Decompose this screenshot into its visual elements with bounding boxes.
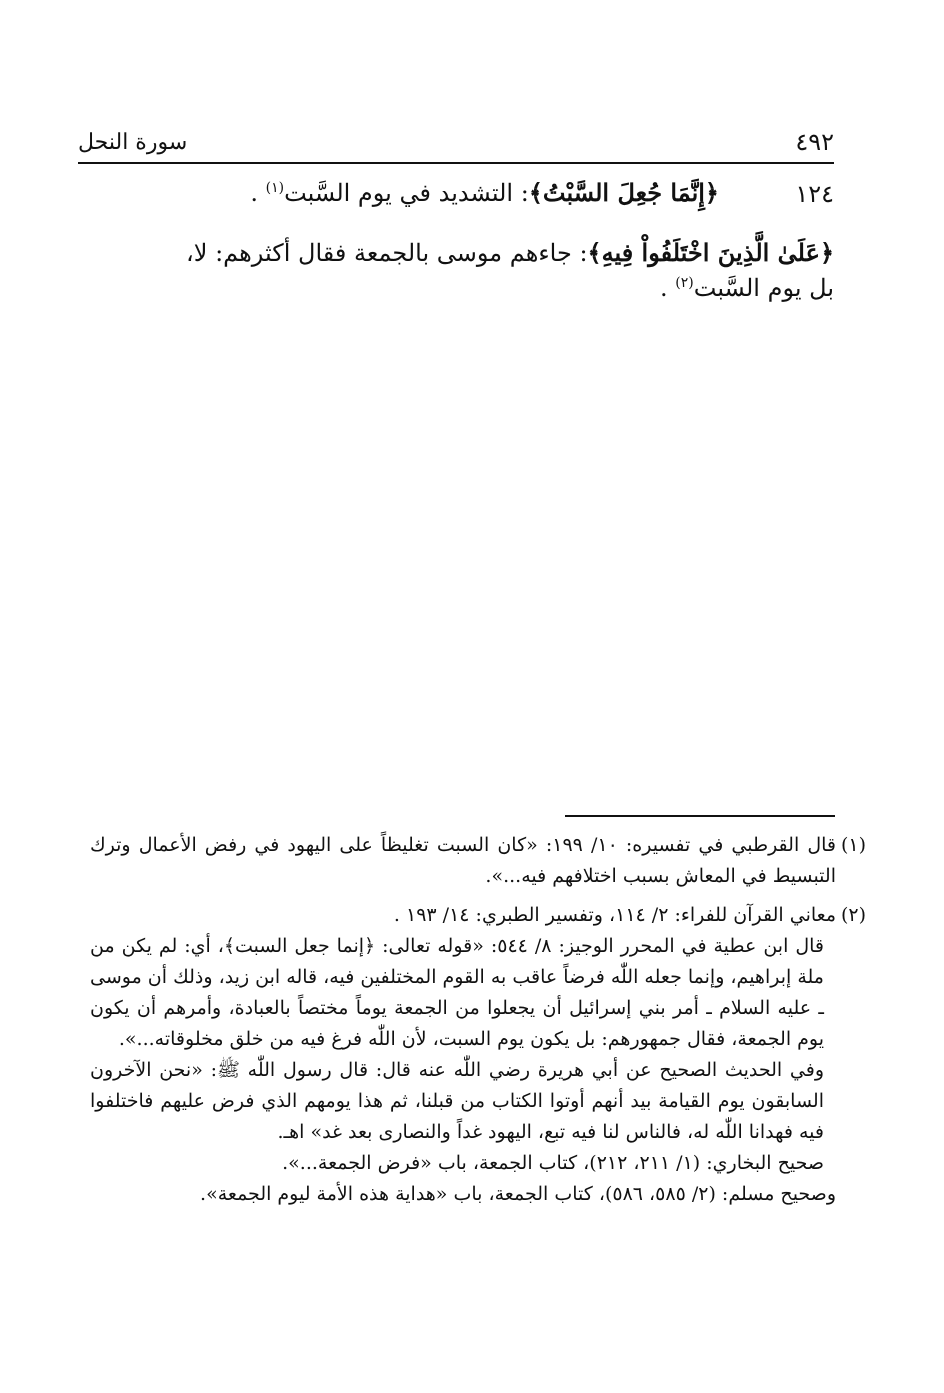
- footnote-separator: [565, 815, 835, 817]
- commentary-line-1: [250, 178, 719, 207]
- footnote-marker: (١): [265, 180, 285, 196]
- footnote-paragraph: وفي الحديث الصحيح عن أبي هريرة رضي اللّٰه عنه قال: قال رسول اللّٰه ﷺ: «نحن الآخرون السابقون يوم القيامة بيد أنهم أوتوا الكتاب من قبلنا، ثم هذا يومهم الذي فرض عليهم فاختلفوا فيه فهدانا اللّٰه له، فالناس لنا فيه تبع، اليهود غداً والنصارى بعد غد» اهـ.: [90, 1059, 824, 1143]
- footnote-reference: معاني القرآن للفراء: ٢/ ١١٤، وتفسير الطبري: ١٤/ ١٩٣ .: [393, 904, 836, 926]
- line-end: .: [250, 179, 266, 207]
- quran-quote: ﴿إِنَّمَا جُعِلَ السَّبْتُ﴾: [528, 178, 719, 207]
- page-header: [78, 128, 834, 160]
- footnote-paragraph: قال ابن عطية في المحرر الوجيز: ٨/ ٥٤٤: «قوله تعالى: ﴿إنما جعل السبت﴾، أي: لم يكن من ملة إبراهيم، وإنما جعله اللّٰه فرضاً عاقب به القوم المختلفين فيه، قاله ابن زيد، وذلك أن موسى ـ عليه السلام ـ أمر بني إسرائيل أن يجعلوا من الجمعة يوماً مختصاً بالعبادة، وأمرهم أن يكون يوم الجمعة، فقال جمهورهم: بل يكون يوم السبت، لأن اللّٰه فرغ فيه من خلق مخلوقاته...».: [90, 935, 824, 1050]
- commentary-line-3: [660, 274, 834, 302]
- footnote-marker: (٢): [675, 275, 694, 291]
- footnote-text: قال القرطبي في تفسيره: ١٠/ ١٩٩: «كان السبت تغليظاً على اليهود في رفض الأعمال وترك التبسيط في المعاش بسبب اختلافهم فيه...».: [90, 834, 836, 887]
- footnote-number: (١): [840, 834, 866, 856]
- commentary-text: بل يوم السَّبت: [693, 274, 834, 302]
- quran-quote: ﴿عَلَىٰ الَّذِينَ اخْتَلَفُواْ فِيهِ﴾: [587, 238, 834, 267]
- commentary-line-2: [186, 238, 834, 267]
- footnote-number: (٢): [840, 904, 866, 926]
- commentary-text: : التشديد في يوم السَّبت: [284, 179, 529, 207]
- footnote-1: [90, 830, 866, 892]
- header-rule: [78, 162, 834, 164]
- page-number: ٤٩٢: [795, 128, 834, 156]
- verse-number: ١٢٤: [795, 180, 834, 208]
- commentary-text: : جاءهم موسى بالجمعة فقال أكثرهم: لا،: [186, 239, 588, 267]
- footnote-reference: صحيح البخاري: (١/ ٢١١، ٢١٢)، كتاب الجمعة، باب «فرض الجمعة...».: [282, 1152, 824, 1174]
- surah-name: سورة النحل: [78, 130, 188, 155]
- footnote-reference: وصحيح مسلم: (٢/ ٥٨٥، ٥٨٦)، كتاب الجمعة، باب «هداية هذه الأمة ليوم الجمعة».: [200, 1183, 836, 1205]
- footnote-2: [90, 900, 866, 1210]
- line-end: .: [660, 274, 676, 302]
